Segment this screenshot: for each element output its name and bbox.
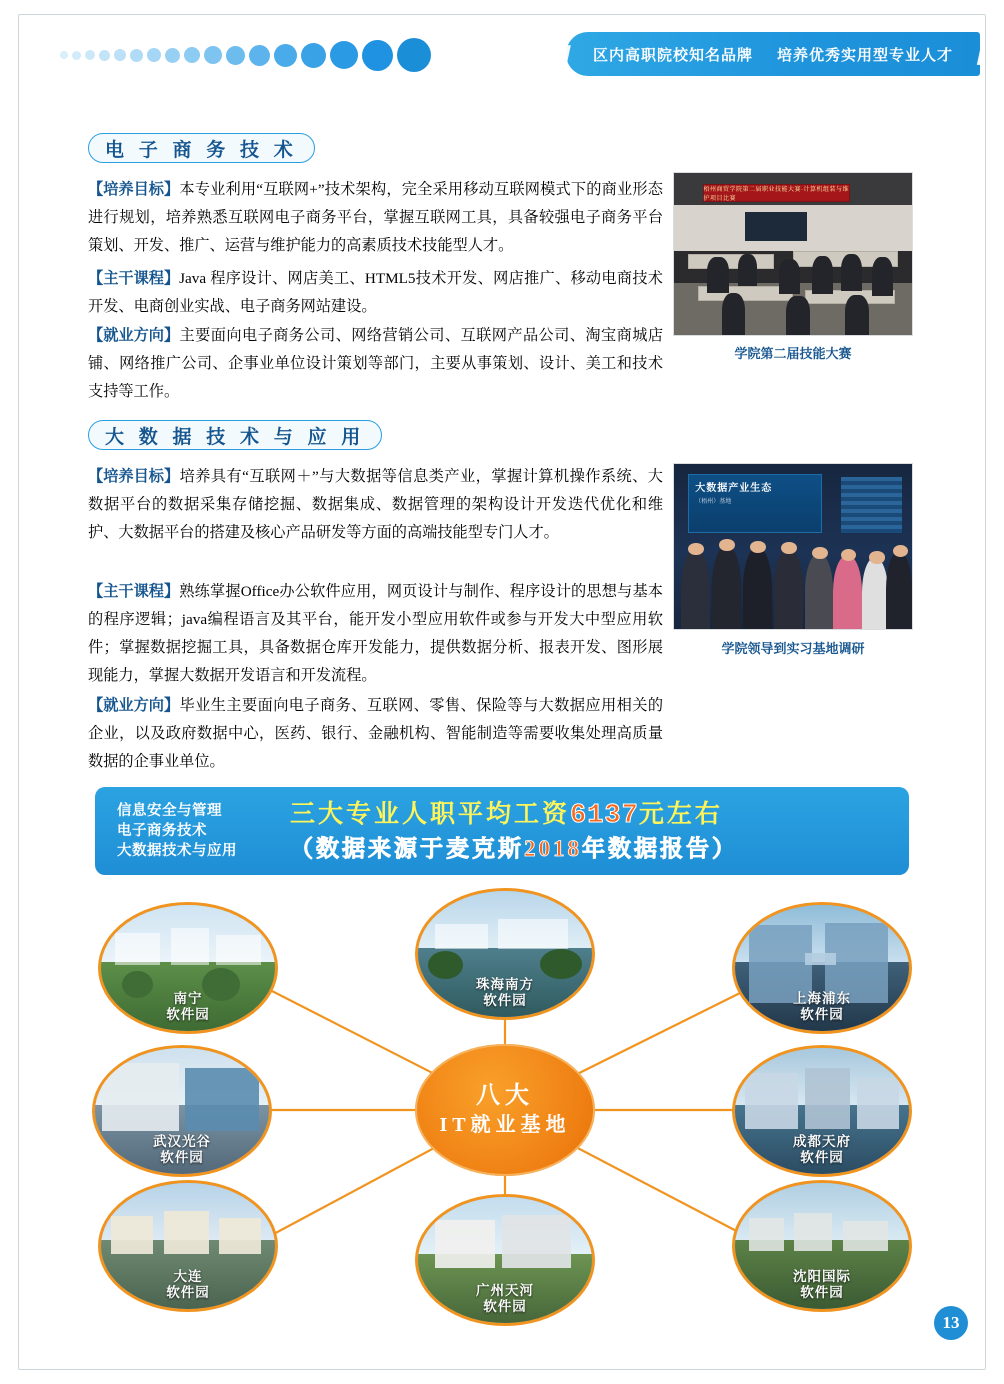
bigdata-goal-paragraph: [88, 463, 663, 547]
section-title-bigdata-label: 大 数 据 技 术 与 应 用: [105, 426, 366, 448]
ecommerce-courses-paragraph: [88, 265, 663, 321]
node-dalian-label: 大连 软件园: [166, 1269, 210, 1300]
header-dot-row: [60, 38, 431, 72]
bigdata-career-text: 毕业生主要面向电子商务、互联网、零售、保险等与大数据应用相关的企业，以及政府数据中心，医药、银行、金融机构、智能制造等需要收集处理高质量数据的企事业单位。: [88, 697, 663, 770]
diagram-center-node: [415, 1044, 595, 1176]
node-zhuhai-nanfang-label: 珠海南方 软件园: [476, 977, 534, 1008]
node-guangzhou-tianhe[interactable]: [415, 1194, 595, 1326]
salary-major-2: 大数据技术与应用: [117, 843, 237, 859]
ecommerce-goal-label: 【培养目标】: [88, 181, 180, 198]
it-bases-diagram: [70, 880, 940, 1340]
ecommerce-goal-paragraph: [88, 176, 663, 260]
page-number: 13: [934, 1306, 968, 1340]
photo-leader-visit-caption: 学院领导到实习基地调研: [721, 641, 865, 656]
ecommerce-courses-label: 【主干课程】: [88, 270, 180, 287]
header-slogan-bar: [542, 32, 1004, 76]
salary-banner: [95, 787, 909, 875]
bigdata-courses-label: 【主干课程】: [88, 583, 180, 600]
salary-amount: 6137: [570, 800, 639, 831]
salary-majors-list: [95, 801, 290, 861]
ecommerce-career-paragraph: [88, 322, 663, 406]
header-slogan-right: 培养优秀实用型专业人才: [777, 46, 954, 64]
diagram-center-line2: IT就业基地: [439, 1114, 571, 1136]
node-zhuhai-nanfang[interactable]: [415, 888, 595, 1020]
section-title-ecommerce-label: 电 子 商 务 技 术: [105, 139, 298, 161]
ecommerce-goal-text: 本专业利用“互联网+”技术架构，完全采用移动互联网模式下的商业形态进行规划，培养熟悉互联网电子商务平台，掌握互联网工具，具备较强电子商务平台策划、开发、推广、运营与维护能力的高素质技术技能型人才。: [88, 181, 663, 254]
node-dalian[interactable]: [98, 1180, 278, 1312]
ecommerce-career-label: 【就业方向】: [88, 327, 180, 344]
salary-line1-prefix: 三大专业人职平均工资: [290, 800, 571, 828]
photo-skills-competition: [673, 172, 913, 336]
salary-headline: [290, 798, 909, 865]
salary-major-1: 电子商务技术: [117, 823, 207, 839]
ecommerce-courses-text: Java 程序设计、网店美工、HTML5技术开发、网店推广、移动电商技术开发、电商创业实战、电子商务网站建设。: [88, 270, 663, 315]
salary-line1-suffix: 元左右: [638, 800, 723, 828]
diagram-center-line1: 八大: [476, 1083, 534, 1109]
bigdata-courses-paragraph: [88, 578, 663, 690]
photo-board: [688, 474, 821, 533]
section-title-bigdata: [88, 420, 382, 450]
header-slogan: [581, 44, 965, 65]
salary-line1: [290, 798, 893, 833]
salary-major-0: 信息安全与管理: [117, 803, 222, 819]
photo-banner-text: 梧州商贸学院第二届职业技能大赛·计算机组装与维护项目比赛: [703, 184, 851, 202]
node-wuhan-guanggu-label: 武汉光谷 软件园: [153, 1134, 211, 1165]
photo-skills-competition-caption: 学院第二届技能大赛: [734, 346, 852, 361]
node-shanghai-pudong[interactable]: [732, 902, 912, 1034]
node-shenyang-international-label: 沈阳国际 软件园: [793, 1269, 851, 1300]
node-guangzhou-tianhe-label: 广州天河 软件园: [476, 1283, 534, 1314]
node-shenyang-international[interactable]: [732, 1180, 912, 1312]
bigdata-courses-text: 熟练掌握Office办公软件应用，网页设计与制作、程序设计的思想与基本的程序逻辑；java编程语言及其平台，能开发小型应用软件或参与开发大中型应用软件；掌握数据挖掘工具，具备数据仓库开发能力，提供数据分析、报表开发、图形展现能力，掌握大数据开发语言和开发流程。: [88, 583, 663, 684]
photo-leader-visit: [673, 463, 913, 630]
node-wuhan-guanggu[interactable]: [92, 1045, 272, 1177]
bigdata-goal-label: 【培养目标】: [88, 468, 180, 485]
ecommerce-career-text: 主要面向电子商务公司、网络营销公司、互联网产品公司、淘宝商城店铺、网络推广公司、企事业单位设计策划等部门，主要从事策划、设计、美工和技术支持等工作。: [88, 327, 663, 400]
bigdata-goal-text: 培养具有“互联网＋”与大数据等信息类产业，掌握计算机操作系统、大数据平台的数据采集存储挖掘、数据集成、数据管理的架构设计开发迭代优化和维护、大数据平台的搭建及核心产品研发等方面的高端技能型专门人才。: [88, 468, 663, 541]
quote-open-icon: ❙❙: [542, 43, 576, 65]
section-title-ecommerce: [88, 133, 315, 163]
photo-board-title: 大数据产业生态: [695, 482, 773, 494]
photo-board-sub: （梧州）基地: [695, 498, 732, 505]
header-slogan-left: 区内高职院校知名品牌: [592, 46, 753, 64]
node-nanning-label: 南宁 软件园: [166, 991, 210, 1022]
node-chengdu-tianfu[interactable]: [732, 1045, 912, 1177]
bigdata-career-paragraph: [88, 692, 663, 776]
page-header: [60, 32, 1004, 78]
bigdata-career-label: 【就业方向】: [88, 697, 180, 714]
node-shanghai-pudong-label: 上海浦东 软件园: [793, 991, 851, 1022]
node-chengdu-tianfu-label: 成都天府 软件园: [793, 1134, 851, 1165]
salary-line2: （数据来源于麦克斯2018年数据报告）: [290, 835, 738, 861]
node-nanning[interactable]: [98, 902, 278, 1034]
quote-close-icon: ❙❙: [970, 43, 1004, 65]
